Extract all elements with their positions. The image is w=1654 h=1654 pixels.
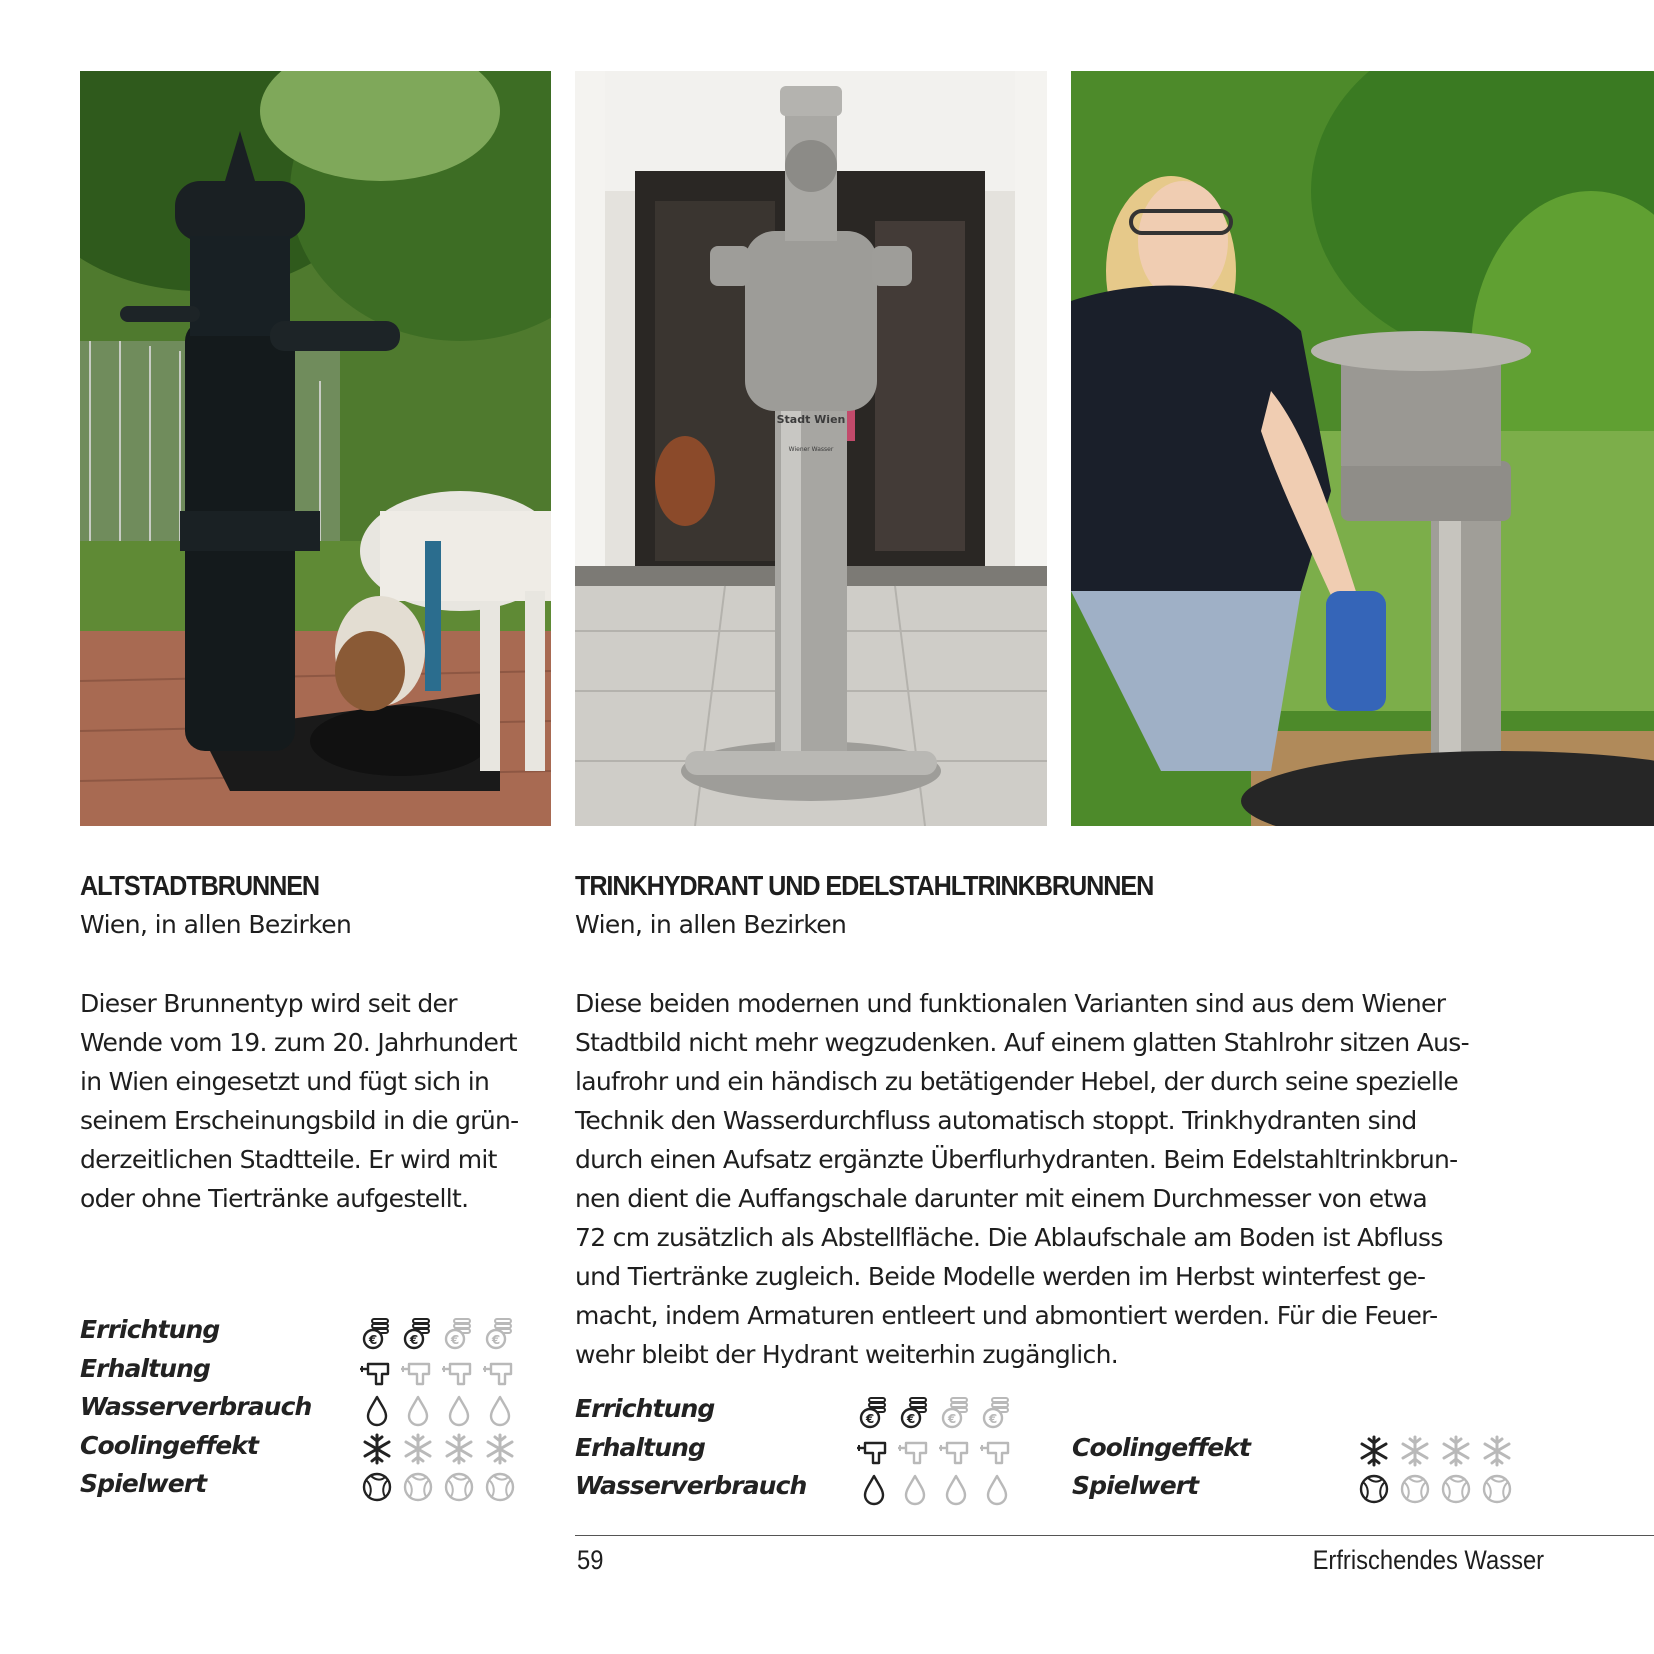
- snowflake-icon: [1355, 1433, 1393, 1469]
- body-left-line: Dieser Brunnentyp wird seit der: [80, 989, 457, 1018]
- ball-icon: [440, 1469, 478, 1505]
- euro-coins-icon: [896, 1394, 934, 1430]
- snowflake-icon: [1478, 1433, 1516, 1469]
- body-left-line: derzeitlichen Stadtteile. Er wird mit: [80, 1145, 497, 1174]
- snowflake-icon: [1437, 1433, 1475, 1469]
- water-drop-icon: [978, 1471, 1016, 1507]
- rating-label: Wasserverbrauch: [80, 1392, 312, 1421]
- svg-text:€: €: [947, 1412, 957, 1426]
- ball-icon: [481, 1469, 519, 1505]
- svg-text:€: €: [450, 1333, 460, 1347]
- euro-coins-icon: [937, 1394, 975, 1430]
- rating-icons: [358, 1431, 519, 1467]
- rating-label: Errichtung: [575, 1394, 715, 1423]
- body-right-line: 72 cm zusätzlich als Abstellfläche. Die Ablaufschale am Boden ist Abfluss: [575, 1223, 1443, 1252]
- rating-label: Coolingeffekt: [80, 1431, 259, 1460]
- water-drop-icon: [481, 1392, 519, 1428]
- rating-icons: [358, 1315, 519, 1351]
- photo-trinkhydrant: [575, 71, 1047, 826]
- rating-label: Wasserverbrauch: [575, 1471, 807, 1500]
- subtitle-right: Wien, in allen Bezirken: [575, 910, 847, 939]
- rating-label: Erhaltung: [575, 1433, 705, 1462]
- subtitle-left: Wien, in allen Bezirken: [80, 910, 352, 939]
- hydrant-sub-text: Wiener Wasser: [788, 446, 834, 453]
- water-drop-icon: [937, 1471, 975, 1507]
- rating-icons: [855, 1471, 1016, 1507]
- body-right-line: nen dient die Auffangschale darunter mit einem Durchmesser von etwa: [575, 1184, 1427, 1213]
- drill-icon: [978, 1433, 1016, 1469]
- water-drop-icon: [440, 1392, 478, 1428]
- body-left-line: seinem Erscheinungsbild in die grün-: [80, 1106, 519, 1135]
- svg-text:€: €: [906, 1412, 916, 1426]
- rating-icons: [358, 1354, 519, 1390]
- euro-coins-icon: [399, 1315, 437, 1351]
- svg-text:€: €: [491, 1333, 501, 1347]
- body-right-line: wehr bleibt der Hydrant weiterhin zugänglich.: [575, 1340, 1118, 1369]
- body-left-line: oder ohne Tiertränke aufgestellt.: [80, 1184, 469, 1213]
- snowflake-icon: [399, 1431, 437, 1467]
- snowflake-icon: [358, 1431, 396, 1467]
- footer-rule: [575, 1535, 1654, 1536]
- rating-icons: [855, 1433, 1016, 1469]
- hydrant-logo-text: Stadt Wien: [776, 413, 846, 426]
- snowflake-icon: [481, 1431, 519, 1467]
- ball-icon: [1355, 1471, 1393, 1507]
- body-right-line: durch einen Aufsatz ergänzte Überflurhydranten. Beim Edelstahltrinkbrun-: [575, 1145, 1458, 1174]
- drill-icon: [440, 1354, 478, 1390]
- euro-coins-icon: [358, 1315, 396, 1351]
- rating-icons: [358, 1469, 519, 1505]
- euro-coins-icon: [855, 1394, 893, 1430]
- rating-label: Errichtung: [80, 1315, 220, 1344]
- water-drop-icon: [896, 1471, 934, 1507]
- title-trinkhydrant: TRINKHYDRANT UND EDELSTAHLTRINKBRUNNEN: [575, 870, 1154, 901]
- drill-icon: [358, 1354, 396, 1390]
- drill-icon: [399, 1354, 437, 1390]
- photo-altstadtbrunnen: [80, 71, 551, 826]
- title-altstadtbrunnen: ALTSTADTBRUNNEN: [80, 870, 320, 901]
- body-right: [575, 984, 1635, 1374]
- drill-icon: [481, 1354, 519, 1390]
- svg-text:€: €: [988, 1412, 998, 1426]
- body-right-line: Technik den Wasserdurchfluss automatisch stoppt. Trinkhydranten sind: [575, 1106, 1417, 1135]
- body-right-line: laufrohr und ein händisch zu betätigender Hebel, der durch seine spezielle: [575, 1067, 1459, 1096]
- ball-icon: [1396, 1471, 1434, 1507]
- photo-edelstahltrinkbrunnen: [1071, 71, 1654, 826]
- svg-text:€: €: [409, 1333, 419, 1347]
- rating-icons: [1355, 1433, 1516, 1469]
- euro-coins-icon: [978, 1394, 1016, 1430]
- section-title: Erfrischendes Wasser: [1312, 1545, 1544, 1575]
- snowflake-icon: [1396, 1433, 1434, 1469]
- drill-icon: [896, 1433, 934, 1469]
- svg-text:€: €: [368, 1333, 378, 1347]
- body-right-line: Stadtbild nicht mehr wegzudenken. Auf einem glatten Stahlrohr sitzen Aus-: [575, 1028, 1469, 1057]
- snowflake-icon: [440, 1431, 478, 1467]
- water-drop-icon: [399, 1392, 437, 1428]
- ball-icon: [1478, 1471, 1516, 1507]
- ball-icon: [1437, 1471, 1475, 1507]
- drill-icon: [937, 1433, 975, 1469]
- body-right-line: Diese beiden modernen und funktionalen Varianten sind aus dem Wiener: [575, 989, 1446, 1018]
- body-left: [80, 984, 550, 1218]
- euro-coins-icon: [440, 1315, 478, 1351]
- water-drop-icon: [855, 1471, 893, 1507]
- ball-icon: [358, 1469, 396, 1505]
- body-left-line: Wende vom 19. zum 20. Jahrhundert: [80, 1028, 517, 1057]
- rating-icons: [855, 1394, 1016, 1430]
- rating-icons: [1355, 1471, 1516, 1507]
- rating-label: Spielwert: [80, 1469, 207, 1498]
- rating-label: Erhaltung: [80, 1354, 210, 1383]
- rating-icons: [358, 1392, 519, 1428]
- euro-coins-icon: [481, 1315, 519, 1351]
- rating-label: Coolingeffekt: [1072, 1433, 1251, 1462]
- water-drop-icon: [358, 1392, 396, 1428]
- svg-text:€: €: [865, 1412, 875, 1426]
- page-number: 59: [577, 1545, 604, 1575]
- body-right-line: und Tiertränke zugleich. Beide Modelle werden im Herbst winterfest ge-: [575, 1262, 1426, 1291]
- ball-icon: [399, 1469, 437, 1505]
- drill-icon: [855, 1433, 893, 1469]
- body-left-line: in Wien eingesetzt und fügt sich in: [80, 1067, 490, 1096]
- body-right-line: macht, indem Armaturen entleert und abmontiert werden. Für die Feuer-: [575, 1301, 1438, 1330]
- rating-label: Spielwert: [1072, 1471, 1199, 1500]
